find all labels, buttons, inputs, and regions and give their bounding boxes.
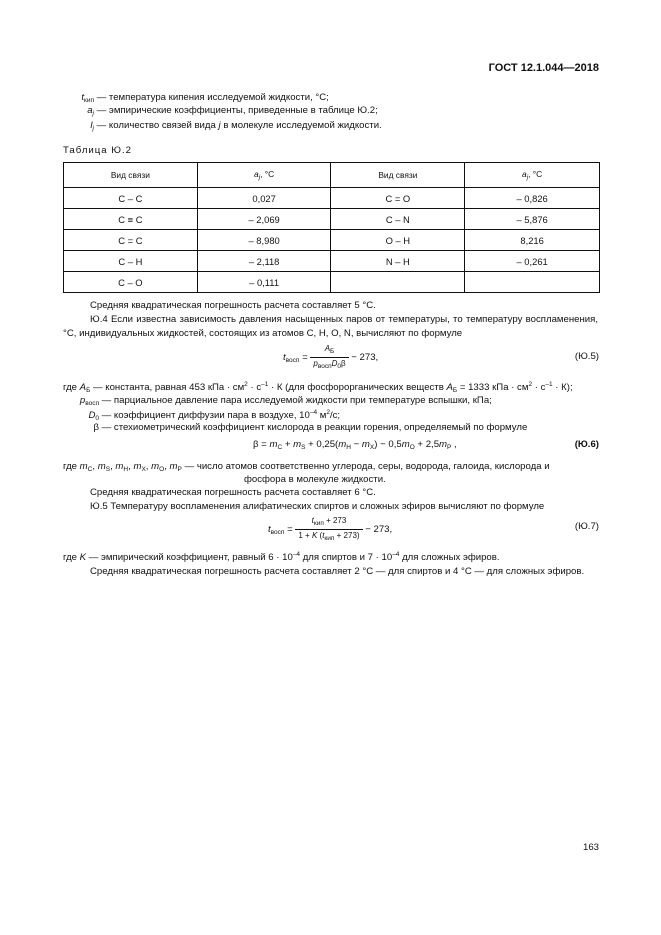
paragraph-error-final: Средняя квадратическая погрешность расчета составляет 2 °С — для спиртов и 4 °С — для сложных эфиров.	[90, 566, 585, 577]
equation-label-yu6: (Ю.6)	[574, 439, 599, 450]
col-header-bond: Вид связи	[331, 163, 465, 188]
table-title: Таблица Ю.2	[63, 145, 132, 156]
where-ab: где $A_Б$ — константа, равная 453 кПа · $см^2 \cdot с^{-1} \cdot К$ (для фосфорорганических веществ $A_Б = 1333$ кПа · $см^2 \cdot с^{-1} \cdot К$);	[63, 381, 573, 394]
legend-a-j: $a_j$ — эмпирические коэффициенты, приведенные в таблице Ю.2;	[87, 105, 378, 117]
table-cell: – 0,261	[465, 251, 600, 272]
col-header-a: $a_j$, °С	[465, 163, 600, 188]
table-header-row	[64, 163, 600, 188]
table-cell: C ≡ C	[64, 209, 198, 230]
where-atom-counts: где $m_C$, $m_S$, $m_H$, $m_X$, $m_O$, $m_P$ — число атомов соответственно углерода, серы, водорода, галоида, кислорода и	[63, 461, 550, 473]
document-header: ГОСТ 12.1.044—2018	[488, 62, 599, 74]
paragraph-yu4: Ю.4 Если известна зависимость давления насыщенных паров от температуры, то температуру воспламенения, °С, индивидуальных жидкостей, состоящих из атомов С, Н, О, N, вычисляют по формуле	[63, 314, 598, 339]
table-cell: 8,216	[465, 230, 600, 251]
table-cell: – 5,876	[465, 209, 600, 230]
where-p-vosp: $p_{восп}$ — парциальное давление пара исследуемой жидкости при температуре вспышки, кПа;	[79, 395, 492, 407]
table-row	[64, 188, 600, 209]
table-row	[64, 209, 600, 230]
table-cell	[331, 272, 465, 293]
equation-label-yu7: (Ю.7)	[574, 521, 599, 532]
where-k: где K — эмпирический коэффициент, равный $6 \cdot 10^{-4}$ для спиртов и $7 \cdot 10^{-4}$ для сложных эфиров.	[63, 551, 500, 563]
where-beta: β — стехиометрический коэффициент кислорода в реакции горения, определяемый по формуле	[93, 422, 528, 433]
equation-yu5: $t_{восп}$ = $\frac{A_Б}{p_{восп}D_0\beta}$ − 273,	[283, 344, 379, 370]
paragraph-yu5: Ю.5 Температуру воспламенения алифатических спиртов и сложных эфиров вычисляют по формуле	[90, 501, 545, 512]
col-header-a: $a_j$, °С	[197, 163, 331, 188]
table-cell: C – H	[64, 251, 198, 272]
page-number: 163	[582, 842, 599, 853]
equation-yu6: $\beta = m_C + m_S + 0,25(m_H - m_X) - 0,5m_O + 2,5m_P$ ,	[253, 439, 457, 451]
table-row	[64, 230, 600, 251]
table-cell: C – O	[64, 272, 198, 293]
table-cell: C – C	[64, 188, 198, 209]
legend-t-kip: $t_{кип}$ — температура кипения исследуемой жидкости, °С;	[81, 92, 329, 104]
table-cell: O – H	[331, 230, 465, 251]
paragraph-error-5: Средняя квадратическая погрешность расчета составляет 5 °С.	[90, 300, 376, 311]
table-cell: – 0,111	[197, 272, 331, 293]
equation-label-yu5: (Ю.5)	[574, 351, 599, 362]
table-cell: C – N	[331, 209, 465, 230]
table-cell: – 0,826	[465, 188, 600, 209]
where-atom-counts-cont: фосфора в молекуле жидкости.	[244, 474, 386, 485]
equation-yu7: $t_{восп}$ = $\frac{t_{кип} + 273}{1 + K (t_{кип} + 273)}$ − 273,	[268, 516, 393, 542]
where-d0: $D_0$ — коэффициент диффузии пара в воздухе, $10^{-4}$ $м^2/с$;	[88, 409, 341, 422]
legend-l-j: $l_j$ — количество связей вида j в молекуле исследуемой жидкости.	[90, 120, 382, 132]
table-row	[64, 251, 600, 272]
table-bond-coefficients	[63, 162, 600, 293]
table-cell: – 2,118	[197, 251, 331, 272]
col-header-bond: Вид связи	[64, 163, 198, 188]
table-cell: – 8,980	[197, 230, 331, 251]
table-cell: – 2,069	[197, 209, 331, 230]
table-cell: 0,027	[197, 188, 331, 209]
table-cell: C = C	[64, 230, 198, 251]
table-row	[64, 272, 600, 293]
table-cell	[465, 272, 600, 293]
table-cell: C = O	[331, 188, 465, 209]
table-cell: N – H	[331, 251, 465, 272]
paragraph-error-6: Средняя квадратическая погрешность расчета составляет 6 °С.	[90, 487, 376, 498]
